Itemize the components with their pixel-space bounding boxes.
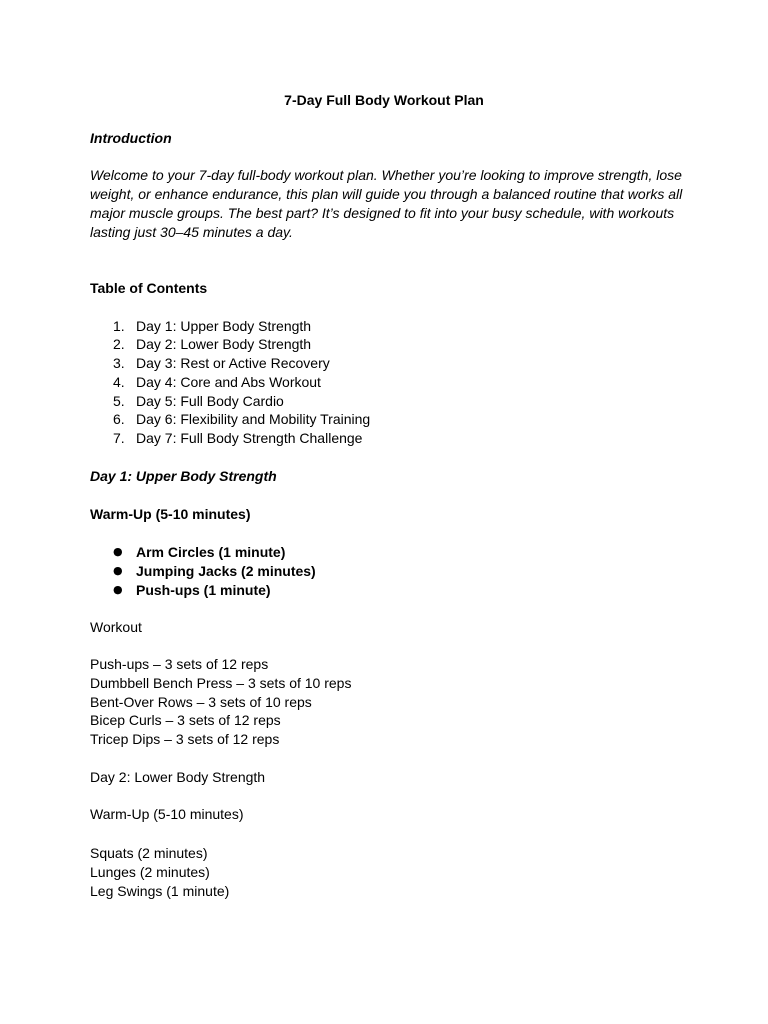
warmup-bullet-item [90,543,316,562]
toc-item-number: 3. [113,355,125,372]
toc-item-number: 5. [113,392,125,409]
day1-heading: Day 1: Upper Body Strength [90,468,277,484]
warmup-item-label: Push-ups (1 minute) [136,581,271,598]
warmup-bullet-item [90,581,316,600]
toc-list [90,317,370,449]
day1-warmup-list [90,543,316,599]
workout-item: Bicep Curls – 3 sets of 12 reps [90,712,281,729]
toc-item [90,373,370,392]
introduction-paragraph: Welcome to your 7-day full-body workout plan. Whether you’re looking to improve strength, lose weight, or enhance endurance, this plan will guide you through a balanced routine that works all major muscle groups. The best part? It’s designed to fit into your busy schedule, with workouts lasting just 30–45 minutes a day. [90,167,683,240]
toc-item-number: 4. [113,373,125,390]
toc-item [90,335,370,354]
warmup-item: Lunges (2 minutes) [90,863,210,880]
day2-warmup-list [90,844,229,900]
toc-item-label: Day 3: Rest or Active Recovery [136,355,330,372]
toc-item [90,410,370,429]
workout-item: Tricep Dips – 3 sets of 12 reps [90,731,280,748]
warmup-item-label: Arm Circles (1 minute) [136,544,286,560]
day2-heading: Day 2: Lower Body Strength [90,769,266,785]
toc-heading: Table of Contents [90,280,208,296]
workout-item: Push-ups – 3 sets of 12 reps [90,656,269,672]
workout-item: Bent-Over Rows – 3 sets of 10 reps [90,693,312,710]
toc-item [90,392,370,411]
document-title: 7-Day Full Body Workout Plan [284,92,484,108]
toc-item-label: Day 4: Core and Abs Workout [136,373,321,390]
day1-warmup-heading: Warm-Up (5-10 minutes) [90,506,251,522]
toc-item [90,354,370,373]
warmup-item-label: Jumping Jacks (2 minutes) [136,562,316,579]
toc-item-number: 6. [113,411,125,428]
toc-item [90,317,370,336]
toc-item-label: Day 5: Full Body Cardio [136,392,284,409]
warmup-item: Squats (2 minutes) [90,845,208,861]
toc-item-number: 7. [113,430,125,447]
toc-item-label: Day 6: Flexibility and Mobility Training [136,411,371,428]
toc-item-number: 2. [113,336,125,353]
workout-item: Dumbbell Bench Press – 3 sets of 10 reps [90,674,352,691]
toc-item-number: 1. [113,317,125,334]
warmup-item: Leg Swings (1 minute) [90,882,230,899]
toc-item-label: Day 7: Full Body Strength Challenge [136,430,363,447]
day1-workout-list [90,655,351,749]
warmup-bullet-item [90,562,316,581]
toc-item-label: Day 2: Lower Body Strength [136,336,312,353]
toc-item-label: Day 1: Upper Body Strength [136,317,312,334]
day2-warmup-heading: Warm-Up (5-10 minutes) [90,806,244,822]
introduction-heading: Introduction [90,130,172,146]
toc-item [90,429,370,448]
day1-workout-heading: Workout [90,619,142,635]
